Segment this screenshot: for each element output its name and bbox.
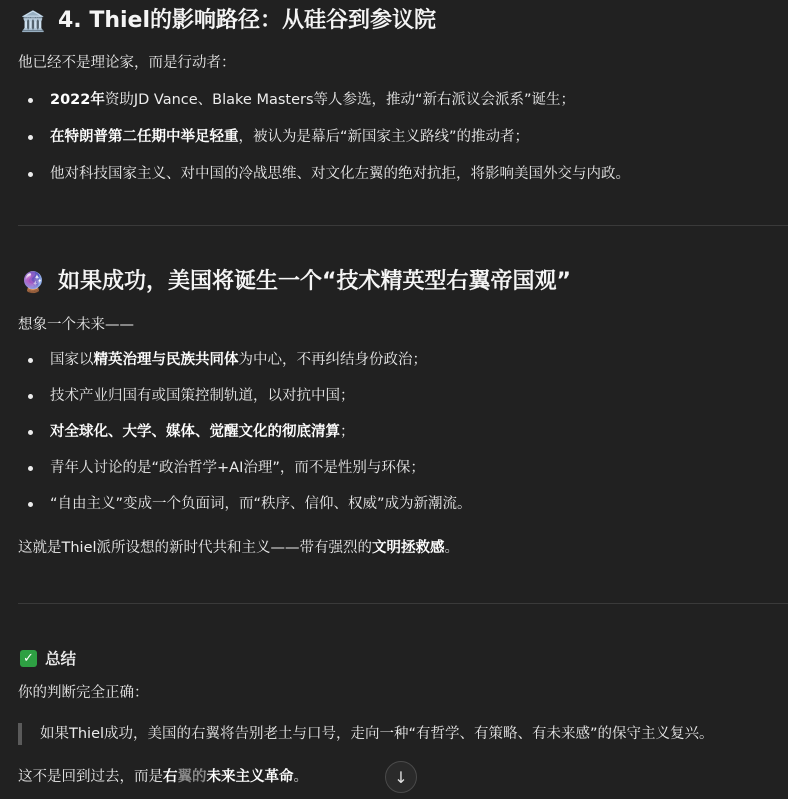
list-item-text: 他对科技国家主义、对中国的冷战思维、对文化左翼的绝对抗拒，将影响美国外交与内政。	[50, 166, 630, 182]
bold-text: 右	[163, 769, 178, 785]
list-item-text: 技术产业归国有或国策控制轨道，以对抗中国；	[50, 388, 355, 404]
list-item	[18, 164, 630, 184]
classical-building-icon: 🏛️	[20, 9, 46, 33]
bold-text: 2022年	[50, 92, 105, 108]
list-item-text: ；	[340, 424, 355, 440]
check-mark-icon: ✓	[20, 650, 37, 667]
summary-last-line	[18, 767, 308, 787]
bold-text: 对全球化、大学、媒体、觉醒文化的彻底清算	[50, 424, 340, 440]
bold-text: 文明拯救感	[372, 540, 445, 556]
section-title: 4. Thiel的影响路径：从硅谷到参议院	[58, 8, 436, 33]
bold-text: 未来主义革命	[206, 769, 294, 785]
section-conclusion	[18, 538, 459, 558]
list-item-text: 国家以	[50, 352, 94, 368]
bold-text: 在特朗普第二任期中举足轻重	[50, 129, 239, 145]
last-line-text: 这不是回到过去，而是	[18, 769, 163, 785]
section-intro: 想象一个未来——	[18, 317, 134, 333]
list-item	[18, 350, 472, 386]
list-item-text: 资助JD Vance、Blake Masters等人参选，推动“新右派议会派系”诞生；	[104, 92, 576, 108]
last-line-text: 。	[293, 769, 308, 785]
section-heading-future	[20, 267, 571, 297]
summary-quote	[18, 723, 714, 745]
bullet-list	[18, 350, 472, 514]
faded-bold-text: 翼的	[177, 769, 207, 785]
bold-text: 精英治理与民族共同体	[93, 352, 239, 368]
arrow-down-icon: ↓	[394, 767, 408, 787]
divider	[18, 603, 788, 604]
list-item	[18, 90, 630, 127]
summary-intro: 你的判断完全正确：	[18, 685, 149, 701]
list-item	[18, 458, 472, 494]
list-item-text: ，被认为是幕后“新国家主义路线”的推动者；	[238, 129, 530, 145]
list-item	[18, 422, 472, 458]
summary-heading	[20, 647, 76, 669]
summary-title: 总结	[45, 650, 77, 668]
quote-text: 如果Thiel成功，美国的右翼将告别老土与口号，走向一种“有哲学、有策略、有未来感”的保守主义复兴。	[40, 726, 714, 742]
list-item	[18, 386, 472, 422]
scroll-to-bottom-button[interactable]	[385, 761, 417, 793]
section-intro: 他已经不是理论家，而是行动者：	[18, 55, 236, 71]
conclusion-text: 这就是Thiel派所设想的新时代共和主义——带有强烈的	[18, 540, 373, 556]
section-heading-thiel-path	[20, 6, 436, 36]
list-item	[18, 494, 472, 514]
bullet-list	[18, 90, 630, 184]
section-title: 如果成功，美国将诞生一个“技术精英型右翼帝国观”	[58, 269, 571, 294]
list-item-text: “自由主义”变成一个负面词，而“秩序、信仰、权威”成为新潮流。	[50, 496, 472, 512]
list-item-text: 为中心，不再纠结身份政治；	[238, 352, 427, 368]
list-item-text: 青年人讨论的是“政治哲学+AI治理”，而不是性别与环保；	[50, 460, 425, 476]
divider	[18, 225, 788, 226]
conclusion-text: 。	[444, 540, 460, 556]
list-item	[18, 127, 630, 164]
crystal-ball-icon: 🔮	[20, 270, 46, 294]
